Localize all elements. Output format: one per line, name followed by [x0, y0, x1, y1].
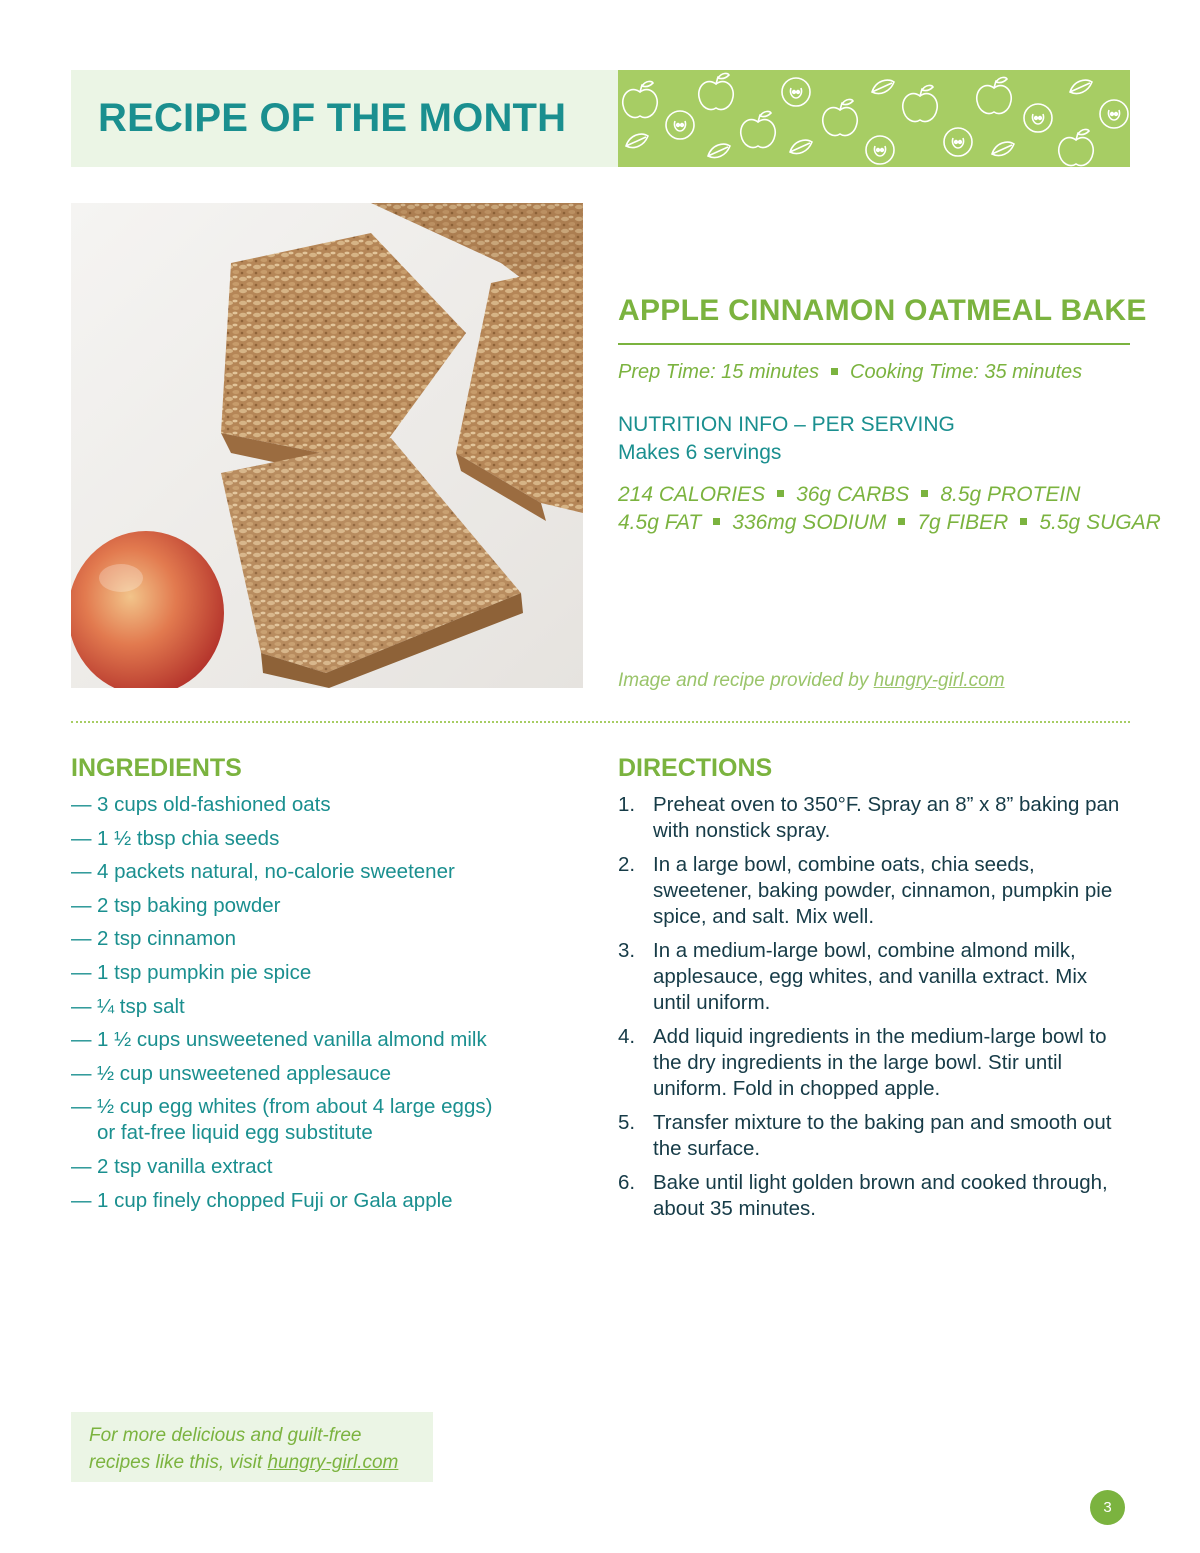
prep-time: Prep Time: 15 minutes: [618, 361, 820, 383]
apple-pattern-decoration: [618, 70, 1130, 167]
footer-callout: [71, 1412, 433, 1482]
directions-list: [618, 792, 1130, 1230]
dash-bullet: —: [71, 1028, 92, 1052]
cook-time: Cooking Time: 35 minutes: [850, 361, 1083, 383]
oatmeal-bake-illustration: [71, 203, 583, 688]
nutrition-sodium: 336mg SODIUM: [732, 511, 887, 534]
ingredient-text: 2 tsp vanilla extract: [97, 1154, 273, 1178]
footer-line-2-text: recipes like this, visit: [89, 1452, 268, 1473]
ingredient-text: 1 ½ tbsp chia seeds: [97, 826, 280, 850]
recipe-times: [618, 361, 1082, 384]
dash-bullet: —: [71, 1061, 92, 1085]
step-text: In a medium-large bowl, combine almond milk, applesauce, egg whites, and vanilla extract. Mix until uniform.: [653, 939, 1088, 1014]
ingredient-text: ½ cup egg whites (from about 4 large eggs) or fat-free liquid egg substitute: [97, 1095, 493, 1145]
dash-bullet: —: [71, 1095, 92, 1119]
list-item: [618, 792, 1130, 844]
nutrition-carbs: 36g CARBS: [796, 483, 910, 506]
nutrition-fiber: 7g FIBER: [917, 511, 1009, 534]
bullet-square-icon: [777, 490, 784, 497]
dash-bullet: —: [71, 793, 92, 816]
step-number: 4.: [618, 1025, 636, 1048]
nutrition-line-2: [618, 511, 1161, 535]
dash-bullet: —: [71, 960, 92, 984]
list-item: [618, 1110, 1130, 1162]
servings-text: Makes 6 servings: [618, 441, 782, 464]
ingredient-text: 1 ½ cups unsweetened vanilla almond milk: [97, 1028, 487, 1052]
nutrition-header: [618, 411, 955, 467]
dash-bullet: —: [71, 994, 92, 1018]
credit-link[interactable]: hungry-girl.com: [873, 670, 1005, 691]
step-text: Add liquid ingredients in the medium-large bowl to the dry ingredients in the large bowl. Stir until uniform. Fold in chopped apple.: [653, 1025, 1107, 1100]
step-text: Transfer mixture to the baking pan and smooth out the surface.: [653, 1111, 1112, 1160]
step-text: Preheat oven to 350°F. Spray an 8” x 8” baking pan with nonstick spray.: [653, 793, 1120, 842]
list-item: [71, 859, 571, 885]
ingredients-list: [71, 792, 571, 1221]
dash-bullet: —: [71, 1154, 92, 1178]
bullet-square-icon: [831, 368, 838, 375]
footer-line-2: [89, 1449, 415, 1476]
step-number: 3.: [618, 939, 636, 962]
list-item: [71, 792, 571, 818]
nutrition-fat: 4.5g FAT: [618, 511, 702, 534]
list-item: [71, 994, 571, 1020]
ingredient-text: ¼ tsp salt: [97, 994, 185, 1018]
nutrition-line-1: [618, 483, 1080, 507]
image-credit: [618, 670, 1005, 692]
directions-heading: DIRECTIONS: [618, 754, 773, 782]
nutrition-protein: 8.5g PROTEIN: [940, 483, 1081, 506]
ingredient-text: 2 tsp cinnamon: [97, 927, 237, 951]
bullet-square-icon: [898, 518, 905, 525]
nutrition-calories: 214 CALORIES: [618, 483, 766, 506]
ingredients-heading: INGREDIENTS: [71, 754, 242, 782]
list-item: [71, 1061, 571, 1087]
dash-bullet: —: [71, 893, 92, 917]
step-number: 6.: [618, 1171, 636, 1194]
footer-note: [89, 1422, 415, 1476]
step-number: 5.: [618, 1111, 636, 1134]
step-text: In a large bowl, combine oats, chia seeds, sweetener, baking powder, cinnamon, pumpkin pie spice, and salt. Mix well.: [653, 853, 1113, 928]
list-item: [71, 826, 571, 852]
banner-title-box: [71, 70, 618, 167]
footer-line-1: For more delicious and guilt-free: [89, 1425, 362, 1446]
footer-link[interactable]: hungry-girl.com: [267, 1452, 399, 1473]
list-item: [618, 938, 1130, 1016]
dash-bullet: —: [71, 826, 92, 850]
ingredient-text: 4 packets natural, no-calorie sweetener: [97, 860, 455, 884]
list-item: [71, 960, 571, 986]
ingredient-text: 2 tsp baking powder: [97, 893, 281, 917]
section-divider: [71, 721, 1130, 723]
bullet-square-icon: [713, 518, 720, 525]
bullet-square-icon: [1020, 518, 1027, 525]
list-item: [71, 1154, 571, 1180]
list-item: [71, 1188, 571, 1214]
list-item: [618, 1170, 1130, 1222]
bullet-square-icon: [921, 490, 928, 497]
ingredient-text: ½ cup unsweetened applesauce: [97, 1061, 392, 1085]
step-number: 1.: [618, 793, 636, 816]
step-number: 2.: [618, 853, 636, 876]
step-text: Bake until light golden brown and cooked through, about 35 minutes.: [653, 1171, 1108, 1220]
list-item: [71, 926, 571, 952]
list-item: [71, 1094, 511, 1146]
apple-pattern-graphic: [618, 70, 1130, 167]
dash-bullet: —: [71, 1188, 92, 1212]
page-number-badge: 3: [1090, 1490, 1125, 1525]
dash-bullet: —: [71, 860, 92, 884]
nutrition-sugar: 5.5g SUGAR: [1039, 511, 1161, 534]
ingredient-text: 1 tsp pumpkin pie spice: [97, 960, 312, 984]
title-divider: [618, 343, 1130, 345]
header-banner: [71, 70, 1130, 167]
list-item: [618, 852, 1130, 930]
list-item: [71, 1027, 571, 1053]
ingredient-text: 3 cups old-fashioned oats: [97, 793, 331, 816]
list-item: [618, 1024, 1130, 1102]
list-item: [71, 893, 571, 919]
credit-text: Image and recipe provided by: [618, 670, 874, 691]
ingredient-text: 1 cup finely chopped Fuji or Gala apple: [97, 1188, 453, 1212]
dash-bullet: —: [71, 927, 92, 951]
recipe-title: APPLE CINNAMON OATMEAL BAKE: [618, 294, 1147, 327]
page-title: RECIPE OF THE MONTH: [98, 96, 567, 140]
oatmeal-bake-photo: [71, 203, 583, 688]
nutrition-heading: NUTRITION INFO – PER SERVING: [618, 413, 955, 436]
